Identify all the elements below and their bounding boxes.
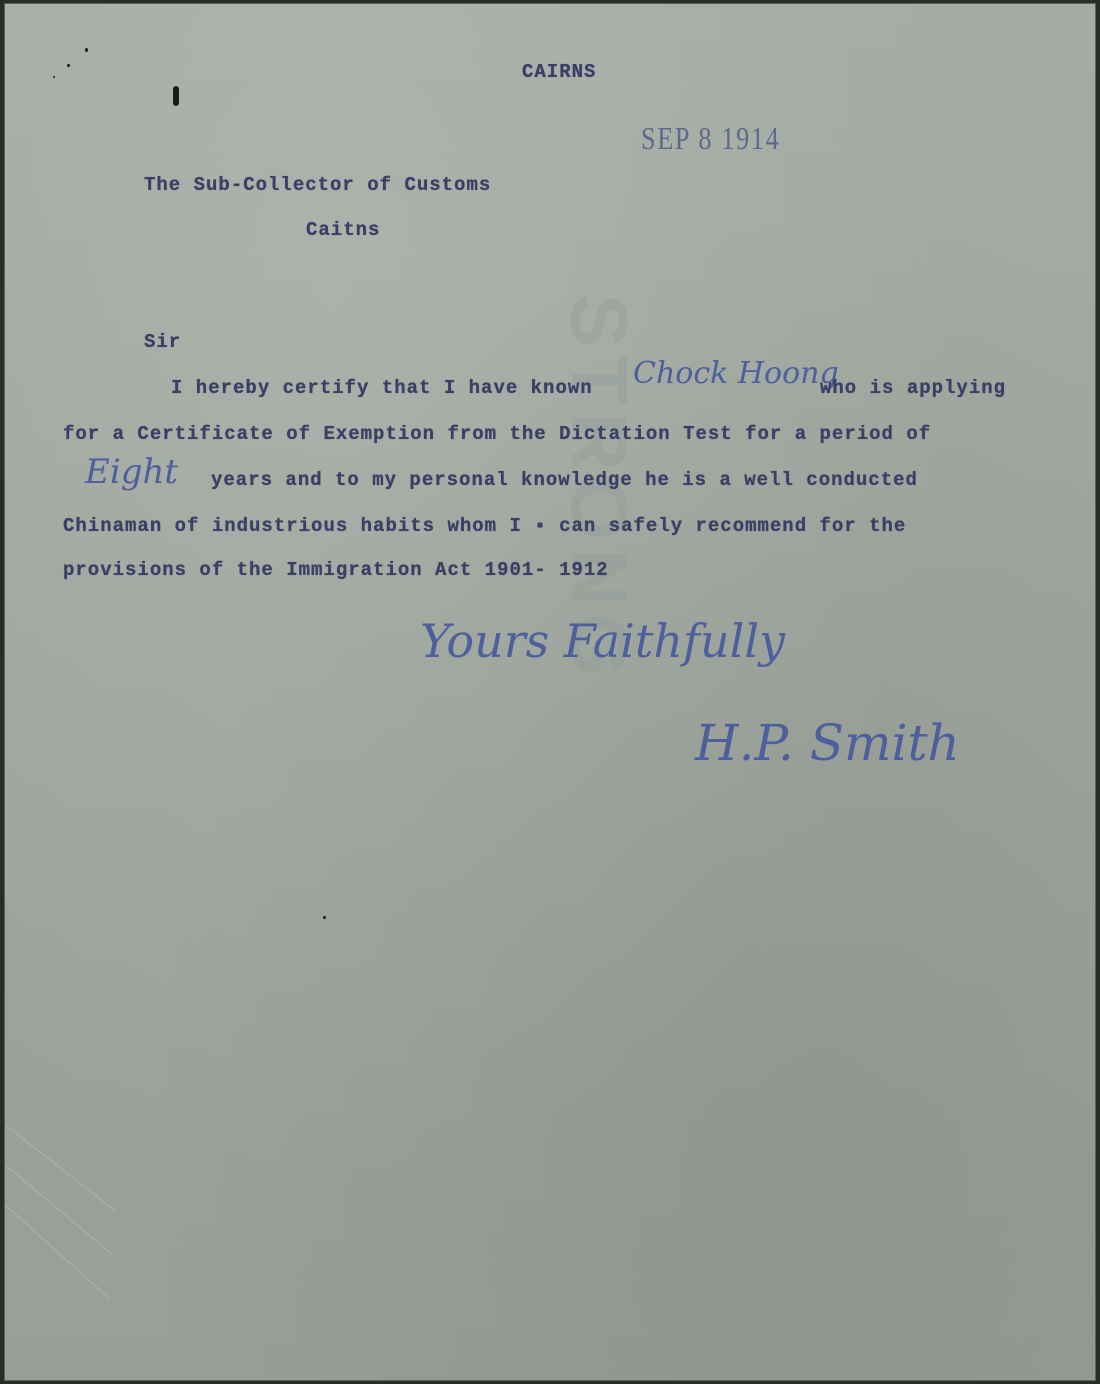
signature: H.P. Smith — [695, 714, 960, 772]
ink-speck — [53, 76, 55, 78]
date-stamp: SEP 8 1914 — [641, 120, 781, 156]
paper-watermark: STRONG — [555, 294, 644, 685]
paper-crease — [4, 1164, 112, 1255]
paper-crease — [4, 1204, 109, 1298]
document-page — [4, 3, 1096, 1381]
ink-speck — [323, 916, 326, 919]
addressee-line: The Sub-Collector of Customs — [144, 174, 492, 196]
ink-speck — [173, 86, 179, 106]
place-heading: CAIRNS — [522, 61, 597, 83]
body-line-1a: I hereby certify that I have known — [171, 377, 593, 399]
ink-speck — [67, 64, 70, 67]
body-line-5: provisions of the Immigration Act 1901- 1912 — [63, 559, 609, 581]
addressee-city: Caitns — [306, 219, 381, 241]
handwritten-name: Chock Hoong — [633, 356, 839, 391]
salutation: Sir — [144, 331, 182, 353]
closing-handwritten: Yours Faithfully — [420, 614, 786, 668]
handwritten-period: Eight — [85, 452, 179, 492]
body-line-2: for a Certificate of Exemption from the Dictation Test for a period of — [63, 423, 932, 445]
ink-speck — [85, 48, 88, 52]
body-line-1b: who is applying — [820, 377, 1007, 399]
body-line-4: Chinaman of industrious habits whom I ▪ can safely recommend for the — [63, 515, 907, 537]
body-line-3: years and to my personal knowledge he is a well conducted — [211, 469, 918, 491]
paper-crease — [4, 1124, 115, 1211]
